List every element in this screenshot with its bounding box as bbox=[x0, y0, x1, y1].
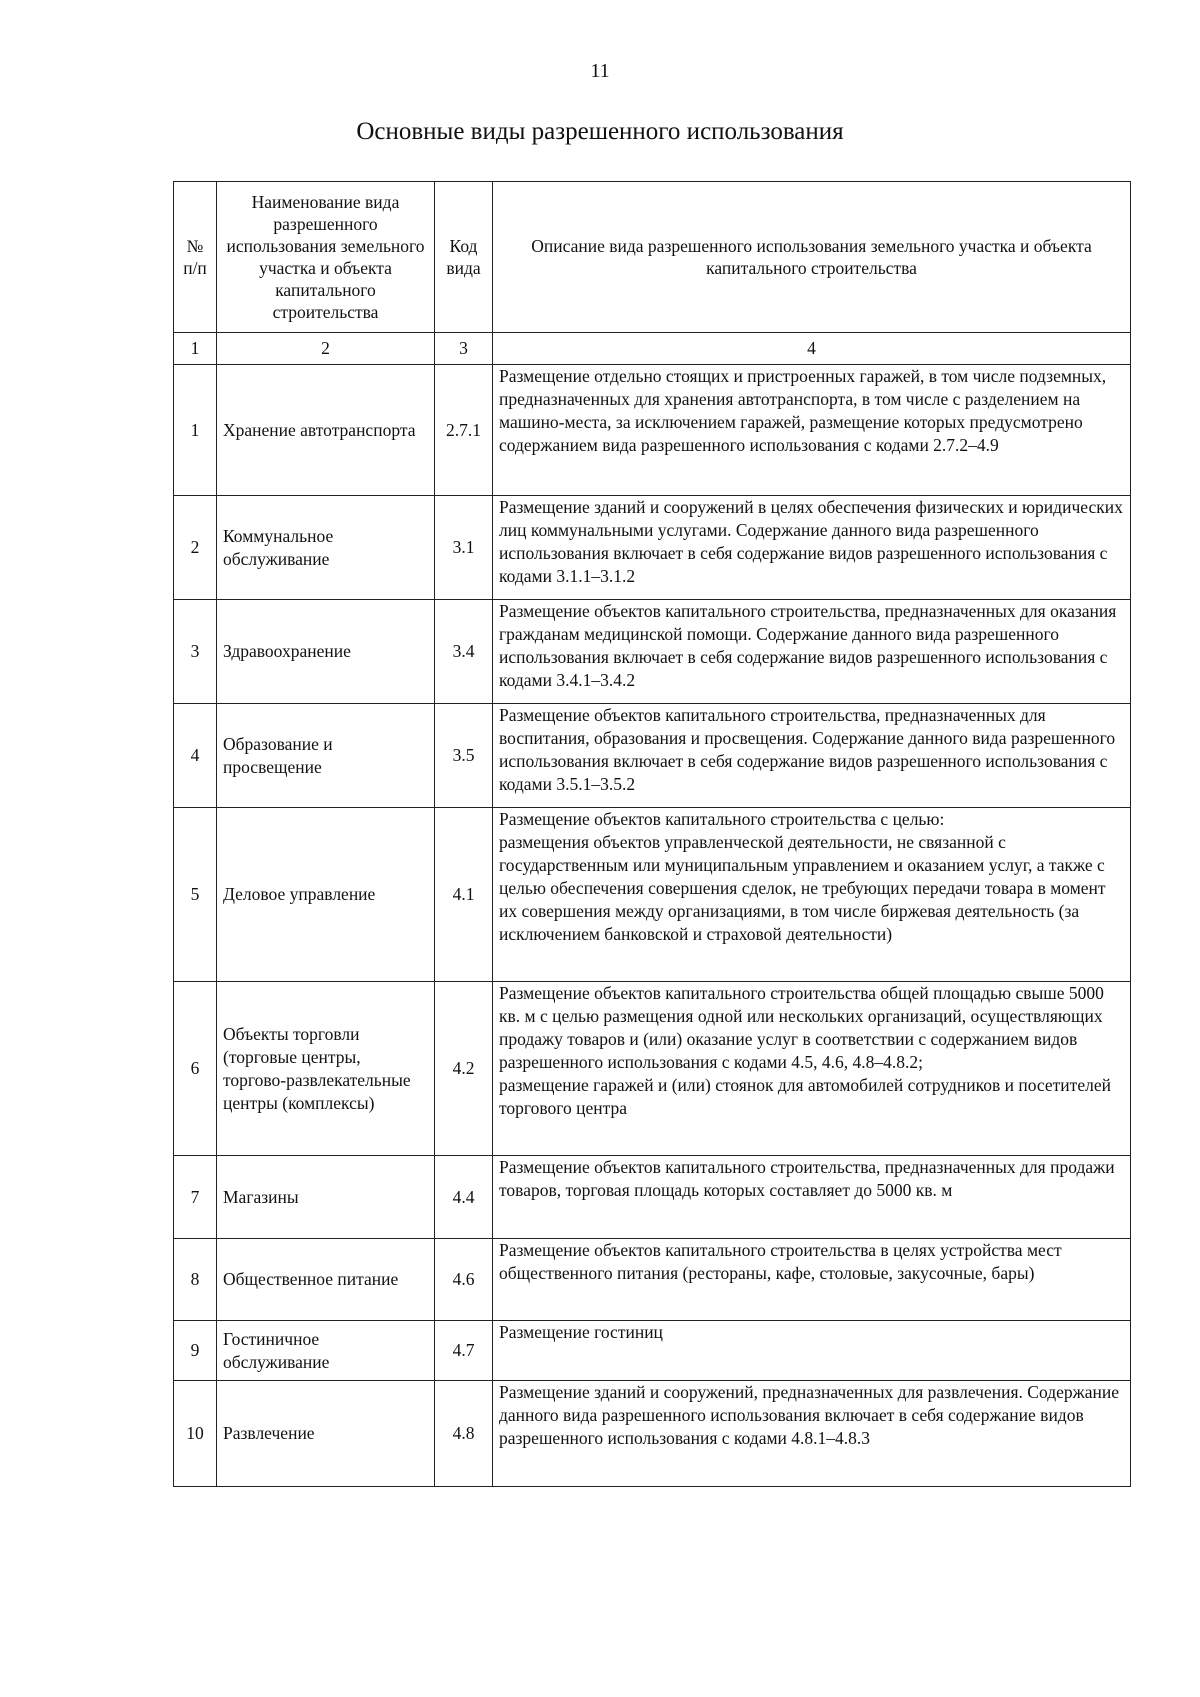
use-description: Размещение объектов капитального строительства общей площадью свыше 5000 кв. м с целью размещения одной или нескольких организаций, осуществляющих продажу товаров и (или) оказание услуг в соответствии с содержанием видов разрешенного использования с кодами 4.5, 4.6, 4.8–4.8.2; размещение гаражей и (или) стоянок для автомобилей сотрудников и посетителей торгового центра bbox=[493, 982, 1131, 1156]
use-code: 4.7 bbox=[435, 1321, 493, 1381]
table-row bbox=[174, 1156, 1131, 1239]
row-number: 1 bbox=[174, 365, 217, 496]
row-number: 3 bbox=[174, 600, 217, 704]
row-number: 8 bbox=[174, 1239, 217, 1321]
use-code: 4.1 bbox=[435, 808, 493, 982]
column-index-row bbox=[174, 333, 1131, 365]
use-name: Объекты торговли (торговые центры, торгово-развлекательные центры (комплексы) bbox=[217, 982, 435, 1156]
use-name: Здравоохранение bbox=[217, 600, 435, 704]
use-code: 4.4 bbox=[435, 1156, 493, 1239]
use-name: Развлечение bbox=[217, 1381, 435, 1487]
use-name: Хранение автотранспорта bbox=[217, 365, 435, 496]
use-name: Деловое управление bbox=[217, 808, 435, 982]
use-description: Размещение объектов капитального строительства, предназначенных для оказания гражданам медицинской помощи. Содержание данного вида разрешенного использования включает в себя содержание видов разрешенного использования с кодами 3.4.1–3.4.2 bbox=[493, 600, 1131, 704]
row-number: 10 bbox=[174, 1381, 217, 1487]
use-code: 3.4 bbox=[435, 600, 493, 704]
table-header-row bbox=[174, 182, 1131, 333]
table-row bbox=[174, 1239, 1131, 1321]
table-row bbox=[174, 1381, 1131, 1487]
table-row bbox=[174, 808, 1131, 982]
header-number: № п/п bbox=[174, 182, 217, 333]
use-name: Коммунальное обслуживание bbox=[217, 496, 435, 600]
table-row bbox=[174, 982, 1131, 1156]
page-number: 11 bbox=[590, 60, 610, 82]
table-row bbox=[174, 600, 1131, 704]
use-code: 4.8 bbox=[435, 1381, 493, 1487]
column-index: 2 bbox=[217, 333, 435, 365]
use-name: Образование и просвещение bbox=[217, 704, 435, 808]
land-use-table bbox=[173, 181, 1131, 1487]
use-description: Размещение объектов капитального строительства, предназначенных для продажи товаров, торговая площадь которых составляет до 5000 кв. м bbox=[493, 1156, 1131, 1239]
table-row bbox=[174, 365, 1131, 496]
page-title: Основные виды разрешенного использования bbox=[356, 118, 844, 145]
column-index: 3 bbox=[435, 333, 493, 365]
table-row bbox=[174, 1321, 1131, 1381]
use-description: Размещение зданий и сооружений в целях обеспечения физических и юридических лиц коммунальными услугами. Содержание данного вида разрешенного использования включает в себя содержание видов разрешенного использования с кодами 3.1.1–3.1.2 bbox=[493, 496, 1131, 600]
row-number: 4 bbox=[174, 704, 217, 808]
column-index: 4 bbox=[493, 333, 1131, 365]
header-description: Описание вида разрешенного использования земельного участка и объекта капитального строительства bbox=[493, 182, 1131, 333]
row-number: 7 bbox=[174, 1156, 217, 1239]
use-description: Размещение объектов капитального строительства с целью: размещения объектов управленческой деятельности, не связанной с государственным или муниципальным управлением и оказанием услуг, а также с целью обеспечения совершения сделок, не требующих передачи товара в момент их совершения между организациями, в том числе биржевая деятельность (за исключением банковской и страховой деятельности) bbox=[493, 808, 1131, 982]
use-description: Размещение объектов капитального строительства, предназначенных для воспитания, образования и просвещения. Содержание данного вида разрешенного использования включает в себя содержание видов разрешенного использования с кодами 3.5.1–3.5.2 bbox=[493, 704, 1131, 808]
row-number: 5 bbox=[174, 808, 217, 982]
use-name: Общественное питание bbox=[217, 1239, 435, 1321]
table-row bbox=[174, 704, 1131, 808]
row-number: 9 bbox=[174, 1321, 217, 1381]
column-index: 1 bbox=[174, 333, 217, 365]
use-code: 2.7.1 bbox=[435, 365, 493, 496]
use-description: Размещение гостиниц bbox=[493, 1321, 1131, 1381]
use-code: 3.1 bbox=[435, 496, 493, 600]
use-code: 4.2 bbox=[435, 982, 493, 1156]
header-use-name: Наименование вида разрешенного использования земельного участка и объекта капитального строительства bbox=[217, 182, 435, 333]
use-description: Размещение отдельно стоящих и пристроенных гаражей, в том числе подземных, предназначенных для хранения автотранспорта, в том числе с разделением на машино-места, за исключением гаражей, размещение которых предусмотрено содержанием вида разрешенного использования с кодами 2.7.2–4.9 bbox=[493, 365, 1131, 496]
use-description: Размещение объектов капитального строительства в целях устройства мест общественного питания (рестораны, кафе, столовые, закусочные, бары) bbox=[493, 1239, 1131, 1321]
header-code: Код вида bbox=[435, 182, 493, 333]
row-number: 2 bbox=[174, 496, 217, 600]
use-description: Размещение зданий и сооружений, предназначенных для развлечения. Содержание данного вида разрешенного использования включает в себя содержание видов разрешенного использования с кодами 4.8.1–4.8.3 bbox=[493, 1381, 1131, 1487]
table-row bbox=[174, 496, 1131, 600]
use-code: 4.6 bbox=[435, 1239, 493, 1321]
row-number: 6 bbox=[174, 982, 217, 1156]
use-name: Гостиничное обслуживание bbox=[217, 1321, 435, 1381]
use-name: Магазины bbox=[217, 1156, 435, 1239]
use-code: 3.5 bbox=[435, 704, 493, 808]
